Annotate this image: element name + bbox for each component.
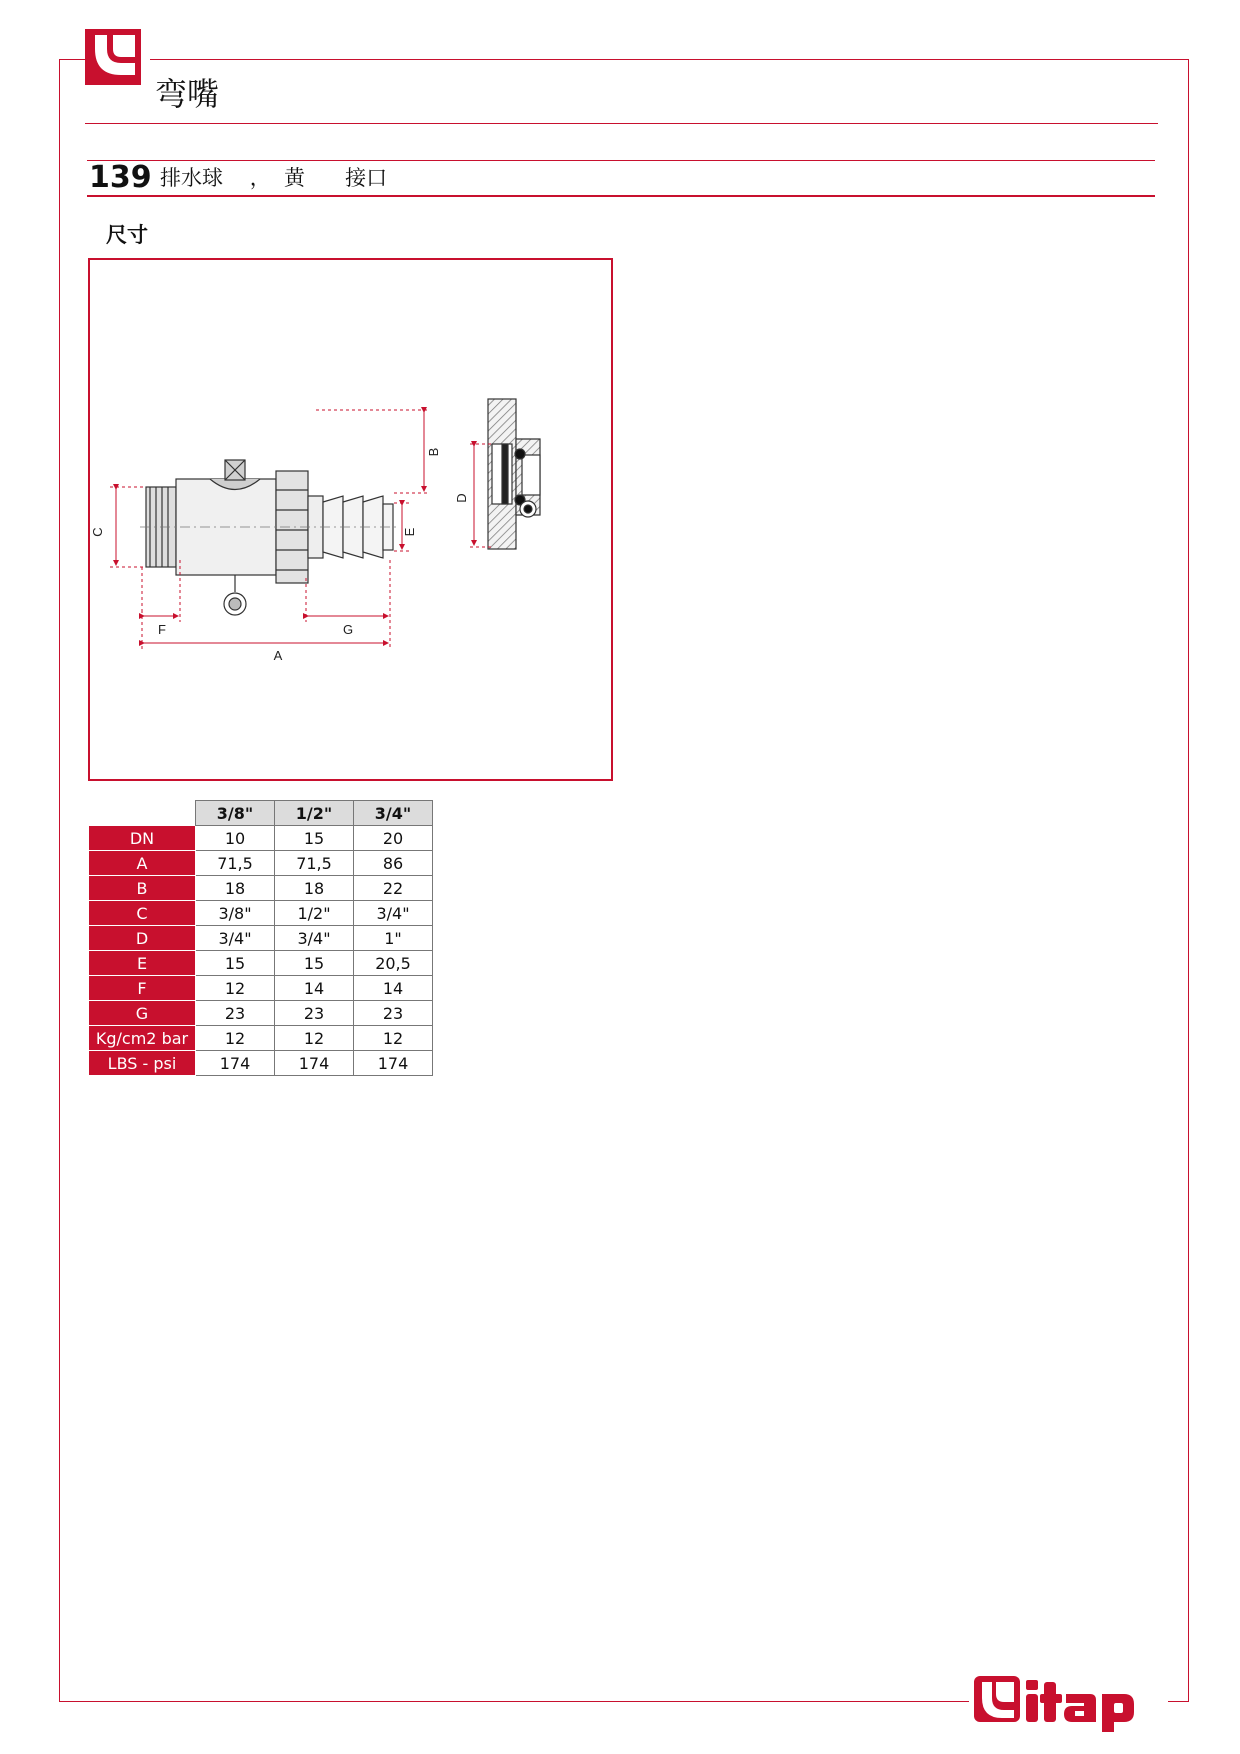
table-cell: 18 [275,876,354,901]
table-row [89,876,433,901]
page-frame-top-left [59,59,85,60]
elbow-category-icon [85,29,141,85]
table-cell: 22 [354,876,433,901]
table-cell: 15 [275,826,354,851]
table-cell: 174 [354,1051,433,1076]
page-frame-bottom [59,1701,969,1702]
table-row [89,1001,433,1026]
page-frame-bottom-right [1168,1701,1189,1702]
product-code: 139 [89,160,152,195]
table-row [89,901,433,926]
table-row-label: DN [89,826,196,851]
table-cell: 14 [275,976,354,1001]
table-cell: 1/2" [275,901,354,926]
table-cell: 3/4" [354,901,433,926]
table-row-label: D [89,926,196,951]
product-rule-bottom [87,195,1155,197]
table-cell: 23 [275,1001,354,1026]
table-cell: 71,5 [275,851,354,876]
table-col-header: 1/2" [275,801,354,826]
table-cell: 12 [196,976,275,1001]
table-cell: 14 [354,976,433,1001]
table-row-label: LBS - psi [89,1051,196,1076]
technical-drawing [88,258,613,781]
table-row [89,851,433,876]
table-row [89,1026,433,1051]
table-row-label: C [89,901,196,926]
table-cell: 23 [196,1001,275,1026]
product-rule-top [87,160,1155,161]
section-title: 尺寸 [106,223,148,247]
dim-label-d: D [454,493,469,503]
table-row-label: B [89,876,196,901]
table-cell: 15 [196,951,275,976]
table-cell: 20 [354,826,433,851]
table-row [89,1051,433,1076]
product-description: 排水球 ， 黄 接口 [160,166,388,190]
table-cell: 12 [354,1026,433,1051]
dim-label-b: B [426,447,441,457]
table-row-label: F [89,976,196,1001]
table-cell: 3/4" [275,926,354,951]
page-frame-top [150,59,1189,60]
valve-section-view [488,399,540,549]
table-cell: 71,5 [196,851,275,876]
dim-label-a: A [273,648,283,663]
table-col-header: 3/4" [354,801,433,826]
table-cell: 3/4" [196,926,275,951]
table-cell: 174 [196,1051,275,1076]
dimensions-table [88,800,433,1076]
page-frame-right [1188,59,1189,1702]
table-row-label: Kg/cm2 bar [89,1026,196,1051]
table-row-label: E [89,951,196,976]
table-cell: 174 [275,1051,354,1076]
page-frame-left [59,59,60,1702]
table-row-label: A [89,851,196,876]
table-cell: 12 [275,1026,354,1051]
dim-label-g: G [342,622,354,637]
table-cell: 12 [196,1026,275,1051]
table-cell: 15 [275,951,354,976]
table-cell: 18 [196,876,275,901]
dim-label-e: E [402,527,417,537]
dim-label-f: F [158,622,166,637]
table-cell: 10 [196,826,275,851]
table-row [89,976,433,1001]
table-col-header: 3/8" [196,801,275,826]
dim-label-c: C [90,527,105,537]
table-row [89,951,433,976]
table-cell: 23 [354,1001,433,1026]
table-row-label: G [89,1001,196,1026]
valve-side-view [140,460,400,615]
table-row [89,826,433,851]
table-cell: 3/8" [196,901,275,926]
category-title: 弯嘴 [155,75,220,113]
technical-drawing-svg [90,260,611,779]
table-cell: 86 [354,851,433,876]
category-rule [85,123,1158,124]
table-cell: 20,5 [354,951,433,976]
table-corner [89,801,196,826]
table-row [89,926,433,951]
table-cell: 1" [354,926,433,951]
table-header-row [89,801,433,826]
itap-logo [972,1670,1162,1738]
